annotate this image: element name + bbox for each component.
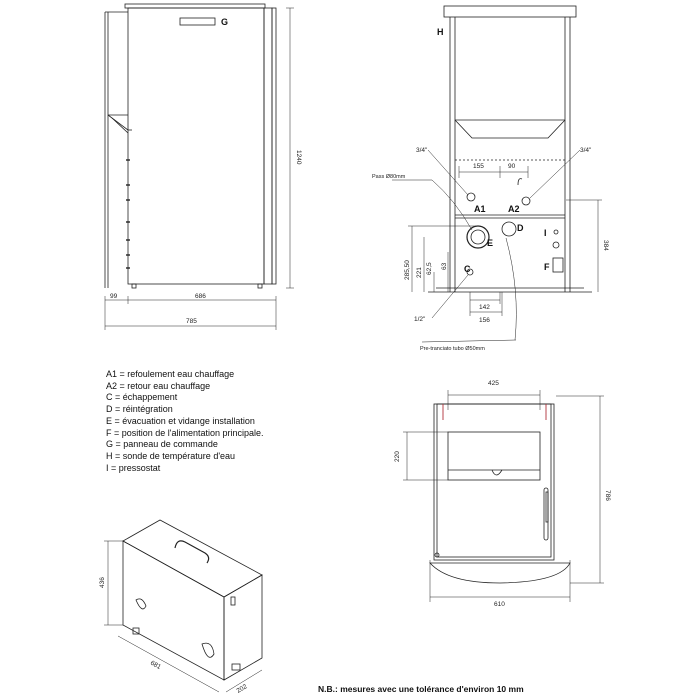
rear-view	[392, 6, 602, 342]
dim-221: 221	[416, 267, 423, 278]
legend-item: F = position de l'alimentation principale.	[106, 427, 264, 438]
dim-786: 786	[604, 490, 611, 501]
isometric-view	[104, 520, 262, 692]
legend-item: C = échappement	[106, 392, 178, 403]
a2-fitting	[522, 197, 530, 205]
label-e: E	[487, 238, 494, 248]
dim-front-height: 1240	[295, 150, 302, 165]
legend-item: I = pressostat	[106, 462, 161, 473]
label-f: F	[544, 262, 550, 272]
dim-384: 384	[602, 240, 609, 251]
dim-155: 155	[473, 163, 484, 170]
control-panel-outline	[180, 18, 215, 25]
fitting-bottom: 1/2"	[414, 316, 426, 323]
legend-item: E = évacuation et vidange installation	[106, 415, 255, 426]
dim-142: 142	[479, 304, 490, 311]
fitting-right: 3/4"	[580, 147, 592, 154]
top-view	[403, 390, 604, 602]
dim-681: 681	[149, 659, 162, 672]
dim-610: 610	[494, 601, 505, 608]
legend	[106, 369, 326, 474]
dim-63: 63	[441, 262, 448, 270]
dim-202: 202	[235, 683, 249, 695]
label-g: G	[221, 17, 229, 27]
dim-425: 425	[488, 380, 499, 387]
dim-90: 90	[508, 163, 516, 170]
legend-item: D = réintégration	[106, 404, 173, 415]
label-a2: A2	[508, 204, 520, 214]
dim-62-5: 62,5	[426, 262, 433, 275]
label-i: I	[544, 228, 547, 238]
label-h: H	[437, 27, 444, 37]
label-c: C	[464, 264, 471, 274]
fitting-left: 3/4"	[416, 147, 428, 154]
pre-tranciato-label: Pre-tranciato tubo Ø50mm	[420, 346, 485, 352]
legend-item: A2 = retour eau chauffage	[106, 380, 211, 391]
dim-front-785: 785	[186, 318, 197, 325]
dim-front-99: 99	[110, 293, 118, 300]
dim-285: 285,50	[404, 260, 411, 280]
a1-fitting	[467, 193, 475, 201]
tolerance-note: N.B.: mesures avec une tolérance d'environ 10 mm	[318, 684, 524, 694]
label-d: D	[517, 223, 524, 233]
side-view	[105, 4, 294, 330]
dim-front-686: 686	[195, 293, 206, 300]
legend-item: H = sonde de température d'eau	[106, 450, 236, 461]
legend-item: A1 = refoulement eau chauffage	[106, 369, 235, 379]
dim-436: 436	[99, 577, 106, 588]
legend-item: G = panneau de commande	[106, 439, 218, 450]
dim-220: 220	[394, 451, 401, 462]
pass-label: Pass Ø80mm	[372, 174, 406, 180]
label-a1: A1	[474, 204, 486, 214]
dim-156: 156	[479, 317, 490, 324]
